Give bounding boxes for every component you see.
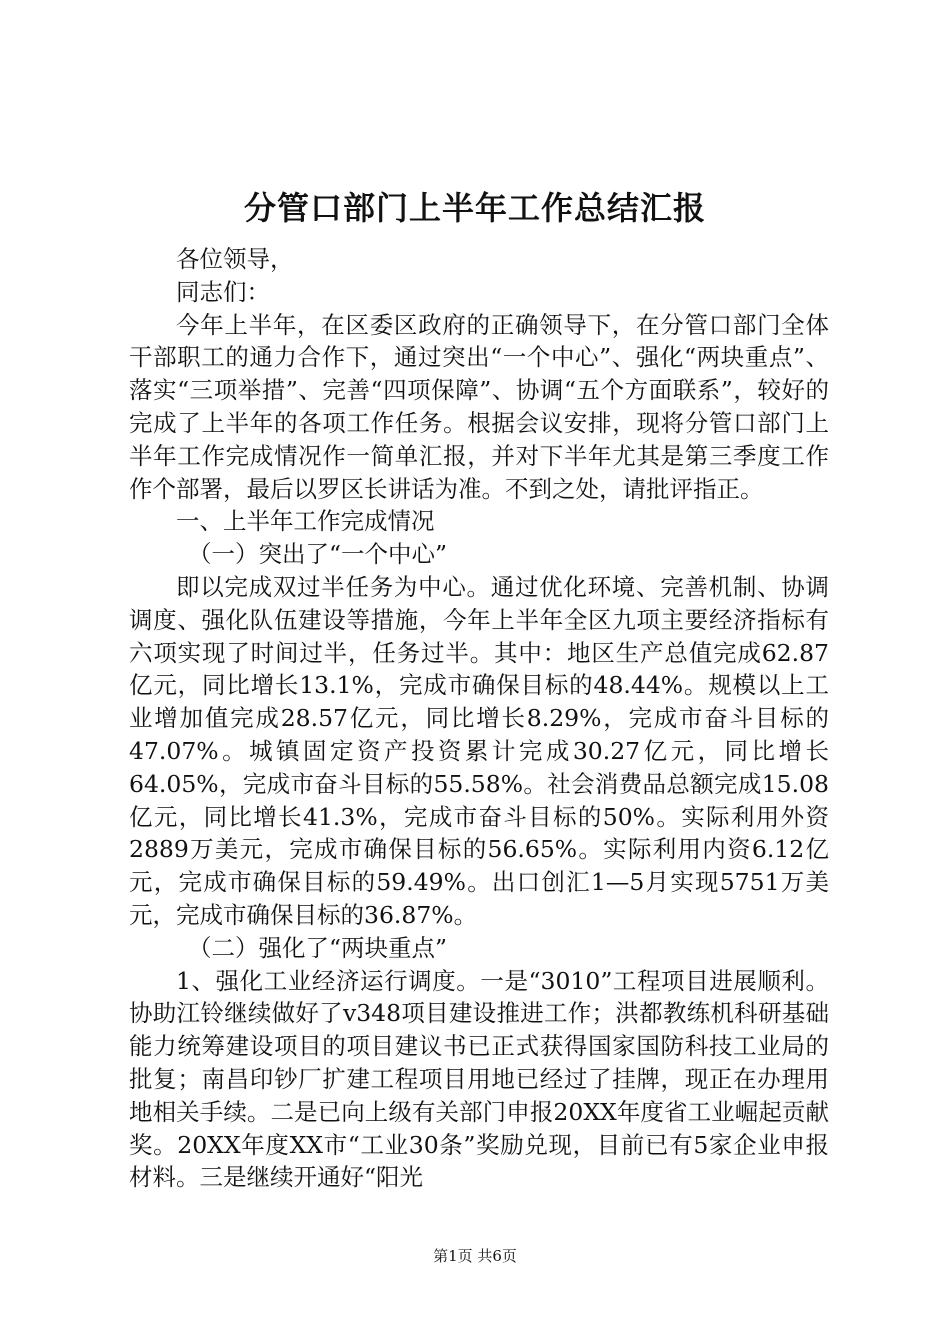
intro-paragraph: 今年上半年，在区委区政府的正确领导下，在分管口部门全体干部职工的通力合作下，通过突出“一个中心”、强化“两块重点”、落实“三项举措”、完善“四项保障”、协调“五个方面联系”，较好的完成了上半年的各项工作任务。根据会议安排，现将分管口部门上半年工作完成情况作一简单汇报，并对下半年尤其是第三季度工作作个部署，最后以罗区长讲话为准。不到之处，请批评指正。 [129, 310, 829, 503]
subsection-heading-1: （一）突出了“一个中心” [188, 540, 448, 569]
document-title: 分管口部门上半年工作总结汇报 [243, 189, 706, 227]
paragraph-one-center: 即以完成双过半任务为中心。通过优化环境、完善机制、协调调度、强化队伍建设等措施，今年上半年全区九项主要经济指标有六项实现了时间过半，任务过半。其中：地区生产总值完成62.87亿元，同比增长13.1%，完成市确保目标的48.44%。规模以上工业增加值完成28.57亿元，同比增长8.29%，完成市奋斗目标的47.07%。城镇固定资产投资累计完成30.27亿元，同比增长64.05%，完成市奋斗目标的55.58%。社会消费品总额完成15.08亿元，同比增长41.3%，完成市奋斗目标的50%。实际利用外资2889万美元，完成市确保目标的56.65%。实际利用内资6.12亿元，完成市确保目标的59.49%。出口创汇1—5月实现5751万美元，完成市确保目标的36.87%。 [129, 572, 829, 929]
subsection-heading-2: （二）强化了“两块重点” [188, 933, 448, 962]
document-body [129, 243, 829, 1194]
salutation-comrades: 同志们： [176, 277, 270, 306]
section-heading-1: 一、上半年工作完成情况 [176, 507, 435, 536]
salutation-leaders: 各位领导， [176, 245, 294, 273]
page-number: 第1页 共6页 [433, 1247, 517, 1265]
paragraph-industrial-economy: 1、强化工业经济运行调度。一是“3010”工程项目进展顺利。协助江铃继续做好了v348项目建设推进工作；洪都教练机科研基础能力统筹建设项目的项目建议书已正式获得国家国防科技工业局的批复；南昌印钞厂扩建工程项目用地已经过了挂牌，现正在办理用地相关手续。二是已向上级有关部门申报20XX年度省工业崛起贡献奖。20XX年度XX市“工业30条”奖励兑现，目前已有5家企业申报材料。三是继续开通好“阳光 [129, 966, 829, 1192]
